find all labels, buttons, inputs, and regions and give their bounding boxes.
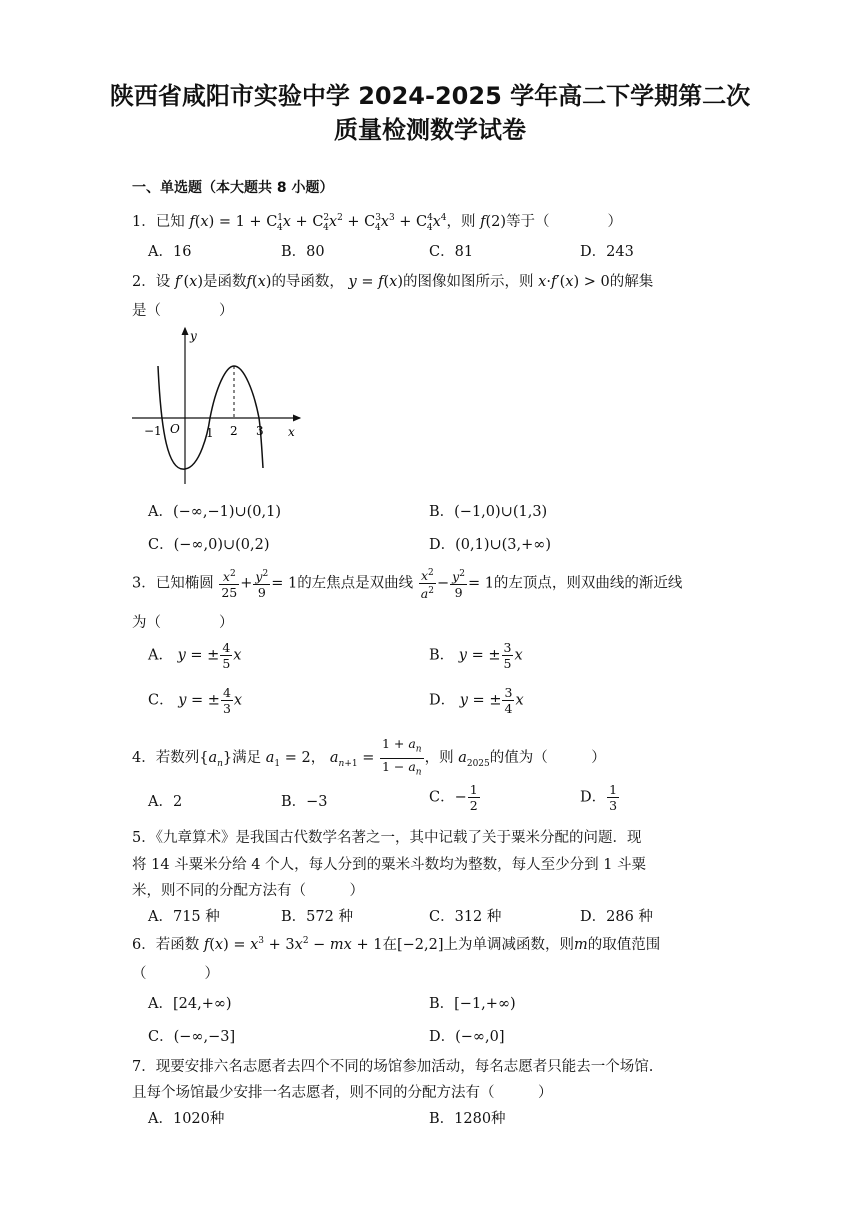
q1-option-c[interactable]: C．81 (429, 244, 474, 260)
q6-option-a[interactable]: A．[24,+∞) (148, 996, 232, 1012)
q6-option-c[interactable]: C．(−∞,−3] (148, 1029, 236, 1045)
q5-option-c[interactable]: C．312 种 (429, 909, 502, 925)
q3-option-c[interactable]: C． y = ± $\frac{4}{3}$ x (148, 685, 243, 716)
tick-label-minus1: −1 (144, 424, 162, 438)
tick-label-1: 1 (206, 426, 214, 440)
q1-option-a[interactable]: A．16 (148, 244, 192, 260)
exam-title-line1: 陕西省咸阳市实验中学 2024-2025 学年高二下学期第二次 (109, 82, 751, 110)
q1-option-b[interactable]: B．80 (281, 244, 325, 260)
question-2: 2．设 f′(x)是函数f(x)的导函数， y = f(x)的图像如图所示，则 x·f′(x) > 0的解集 (132, 274, 654, 290)
question-5-line1: 5．《九章算术》是我国古代数学名著之一，其中记载了关于粟米分配的问题．现 (132, 830, 642, 846)
question-7-line1: 7．现要安排六名志愿者去四个不同的场馆参加活动，每名志愿者只能去一个场馆. (132, 1059, 654, 1075)
q5-option-a[interactable]: A．715 种 (148, 909, 220, 925)
q3-option-b[interactable]: B． y = ± $\frac{3}{5}$ x (429, 640, 523, 671)
x-axis-label: x (288, 425, 295, 439)
question-4: 4．若数列$\{a_n\}$满足 $a_1 = 2$， $a_{n+1}$ = $\frac{1 + a_n}{1 - a_n}$ ，则 $a_{2025}$的值为（ ） (132, 736, 606, 777)
q7-option-b[interactable]: B．1280种 (429, 1111, 506, 1127)
question-3-cont: 为（ ） (132, 615, 234, 631)
section-heading: 一、单选题（本大题共 8 小题） (132, 180, 334, 196)
q7-option-a[interactable]: A．1020种 (148, 1111, 225, 1127)
origin-label: O (170, 422, 180, 436)
question-3: 3．已知椭圆 $\frac{x^2}{25}$ + $\frac{y^2}{9}$ = 1的左焦点是双曲线 $\frac{x^2}{a^2}$ − $\frac{y^2}{9}$ = 1的左顶点，则双曲线的渐近线 (132, 568, 683, 602)
q3-option-d[interactable]: D． y = ± $\frac{3}{4}$ x (429, 685, 524, 716)
q5-option-d[interactable]: D．286 种 (580, 909, 653, 925)
y-axis-label: y (190, 329, 197, 343)
question-5-line2: 将 14 斗粟米分给 4 个人，每人分到的粟米斗数均为整数，每人至少分到 1 斗粟 (132, 857, 647, 873)
q5-option-b[interactable]: B．572 种 (281, 909, 353, 925)
q4-option-a[interactable]: A．2 (148, 794, 183, 810)
q2-option-d[interactable]: D．(0,1)∪(3,+∞) (429, 537, 552, 553)
q4-option-d[interactable]: D． $\frac{1}{3}$ (580, 782, 618, 813)
question-6: 6．若函数 $f(x) = x^3 + 3x^2$ − mx + 1在[−2,2]上为单调减函数，则m的取值范围 (132, 936, 661, 953)
q2-option-a[interactable]: A．(−∞,−1)∪(0,1) (148, 504, 282, 520)
q4-option-c[interactable]: C．− $\frac{1}{2}$ (429, 782, 478, 813)
q4-option-b[interactable]: B．−3 (281, 794, 328, 810)
q1-option-d[interactable]: D．243 (580, 244, 634, 260)
question-6-cont: （ ） (132, 966, 219, 982)
tick-label-2: 2 (230, 424, 238, 438)
q2-option-c[interactable]: C．(−∞,0)∪(0,2) (148, 537, 270, 553)
question-1: 1．已知 $f(x) = 1 + C^1_4x + C^2_4x^2 + C^3_4x^3 + C^4_4x^4$，则 f(2)等于（ ） (132, 213, 623, 233)
exam-title-line2: 质量检测数学试卷 (334, 116, 526, 144)
question-7-line2: 且每个场馆最少安排一名志愿者，则不同的分配方法有（ ） (132, 1085, 553, 1101)
q6-option-b[interactable]: B．[−1,+∞) (429, 996, 516, 1012)
q6-option-d[interactable]: D．(−∞,0] (429, 1029, 505, 1045)
question-5-line3: 米，则不同的分配方法有（ ） (132, 883, 364, 899)
q3-option-a[interactable]: A． y = ± $\frac{4}{5}$ x (148, 640, 242, 671)
tick-label-3: 3 (256, 424, 264, 438)
question-2-cont: 是（ ） (132, 303, 234, 319)
function-graph (128, 322, 308, 490)
q2-option-b[interactable]: B．(−1,0)∪(1,3) (429, 504, 548, 520)
